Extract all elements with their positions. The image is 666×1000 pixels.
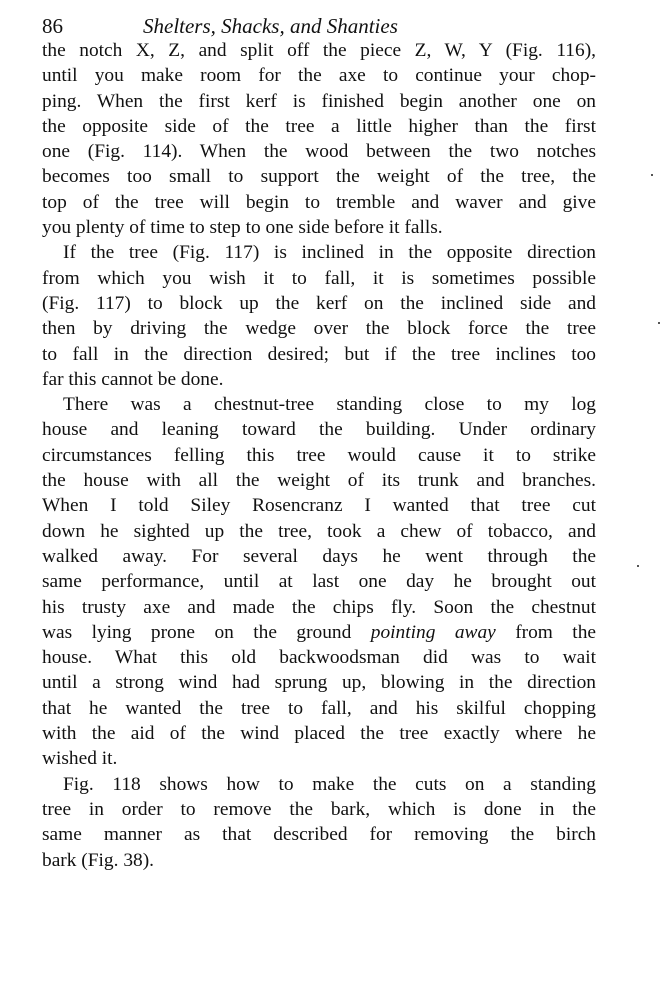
text-line: becomes too small to support the weight of the tree, the [42, 166, 596, 188]
text-line: his trusty axe and made the chips fly. Soon the chestnut [42, 596, 596, 618]
text-line: If the tree (Fig. 117) is inclined in the opposite direction [63, 242, 596, 264]
scan-speck [658, 322, 660, 324]
text-line: with the aid of the wind placed the tree exactly where he [42, 723, 596, 745]
text-line: from which you wish it to fall, it is sometimes possible [42, 267, 596, 289]
paragraph-4 [42, 772, 596, 873]
text-line: one (Fig. 114). When the wood between the two notches [42, 141, 596, 163]
text-line: far this cannot be done. [42, 368, 224, 390]
text-line: top of the tree will begin to tremble and waver and give [42, 191, 596, 213]
scan-speck [637, 565, 639, 567]
text-line: same manner as that described for removing the birch [42, 824, 596, 846]
italic-emphasis: pointing away [370, 621, 496, 643]
running-header [42, 12, 602, 40]
text-line: you plenty of time to step to one side before it falls. [42, 217, 443, 239]
text-line: the notch X, Z, and split off the piece Z, W, Y (Fig. 116), [42, 40, 596, 61]
text-line: the house with all the weight of its trunk and branches. [42, 470, 596, 492]
text-line: ping. When the first kerf is finished begin another one on [42, 90, 596, 112]
text-line: until a strong wind had sprung up, blowing in the direction [42, 672, 596, 694]
paragraph-2 [42, 240, 596, 392]
text-line: same performance, until at last one day he brought out [42, 571, 596, 593]
text-segment: from the [515, 621, 596, 643]
text-line: to fall in the direction desired; but if the tree inclines too [42, 343, 596, 365]
page-number: 86 [42, 14, 63, 38]
text-line: house. What this old backwoodsman did was to wait [42, 647, 596, 669]
paragraph-3 [42, 392, 596, 771]
running-title: Shelters, Shacks, and Shanties [143, 14, 398, 38]
text-line: Fig. 118 shows how to make the cuts on a standing [63, 773, 596, 795]
text-line: until you make room for the axe to continue your chop- [42, 65, 596, 87]
text-line: walked away. For several days he went through the [42, 545, 596, 567]
text-line: house and leaning toward the building. Under ordinary [42, 419, 596, 441]
text-line-with-italic [42, 620, 596, 645]
body-text [42, 38, 596, 873]
scan-speck [651, 174, 653, 176]
text-line: the opposite side of the tree a little higher than the first [42, 115, 596, 137]
text-line: circumstances felling this tree would cause it to strike [42, 444, 596, 466]
text-line: that he wanted the tree to fall, and his skilful chopping [42, 697, 596, 719]
text-line: down he sighted up the tree, took a chew of tobacco, and [42, 520, 596, 542]
text-line: wished it. [42, 748, 118, 770]
text-line: There was a chestnut-tree standing close to my log [63, 394, 596, 416]
text-line: (Fig. 117) to block up the kerf on the inclined side and [42, 292, 596, 314]
text-line: then by driving the wedge over the block force the tree [42, 318, 596, 340]
text-segment: was lying prone on the ground [42, 621, 352, 643]
text-line: tree in order to remove the bark, which is done in the [42, 798, 596, 820]
paragraph-1 [42, 38, 596, 240]
text-line: bark (Fig. 38). [42, 849, 155, 871]
text-line: When I told Siley Rosencranz I wanted that tree cut [42, 495, 596, 517]
